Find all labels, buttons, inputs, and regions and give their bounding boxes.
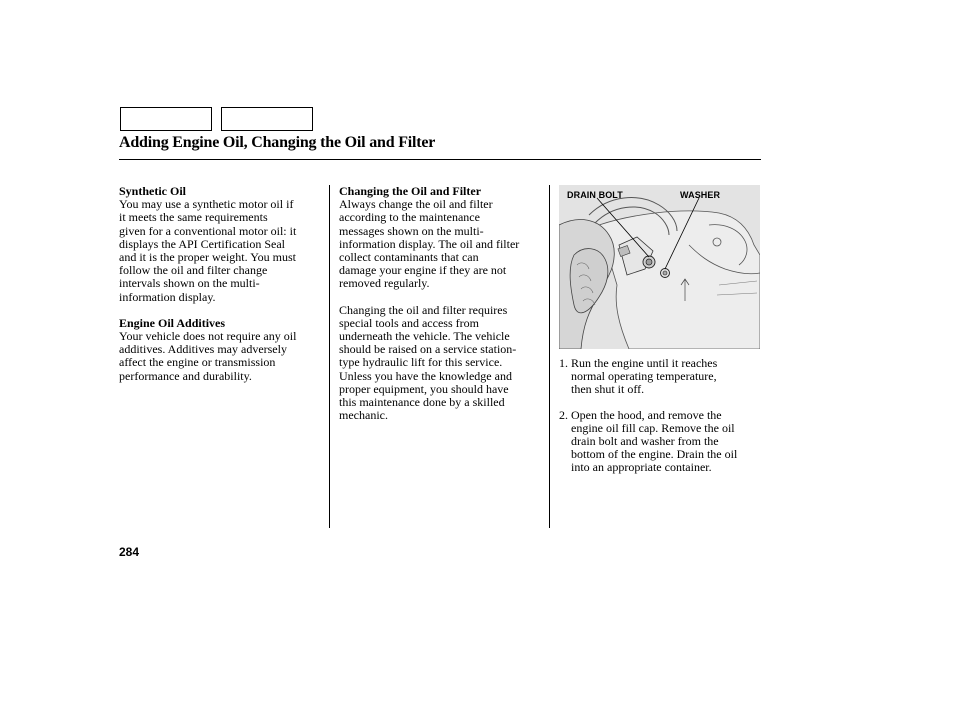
text-line: it meets the same requirements	[119, 210, 268, 225]
text-line: Your vehicle does not require any oil	[119, 329, 297, 344]
text-line: collect contaminants that can	[339, 250, 479, 265]
text-line: messages shown on the multi-	[339, 223, 484, 238]
text-line: Changing the oil and filter requires	[339, 302, 508, 317]
changing-oil-intro-text	[339, 198, 544, 290]
step-item	[559, 409, 764, 474]
step-item	[559, 357, 764, 396]
text-line: displays the API Certification Seal	[119, 236, 285, 251]
left-column	[119, 185, 324, 383]
text-line: affect the engine or transmission	[119, 355, 276, 370]
engine-oil-additives-text	[119, 330, 324, 383]
washer-label: WASHER	[680, 190, 721, 200]
text-line: into an appropriate container.	[571, 460, 712, 474]
header-tab-box-2	[221, 107, 313, 131]
column-divider-1	[329, 185, 330, 528]
drain-bolt-label: DRAIN BOLT	[567, 190, 623, 200]
text-line: additives. Additives may adversely	[119, 342, 287, 357]
column-divider-2	[549, 185, 550, 528]
text-line: proper equipment, you should have	[339, 381, 509, 396]
text-line: performance and durability.	[119, 368, 252, 383]
text-line: Run the engine until it reaches	[571, 356, 718, 370]
text-line: according to the maintenance	[339, 210, 480, 225]
text-line: underneath the vehicle. The vehicle	[339, 329, 510, 344]
text-line: You may use a synthetic motor oil if	[119, 197, 294, 212]
page-title: Adding Engine Oil, Changing the Oil and Filter	[119, 134, 436, 151]
text-line: then shut it off.	[571, 382, 645, 396]
text-line: follow the oil and filter change	[119, 263, 268, 278]
text-line: intervals shown on the multi-	[119, 276, 260, 291]
text-line: information display.	[119, 289, 216, 304]
text-line: mechanic.	[339, 408, 388, 423]
synthetic-oil-heading: Synthetic Oil	[119, 184, 187, 198]
header-tab-box-1	[120, 107, 212, 131]
middle-column	[339, 185, 544, 422]
text-line: removed regularly.	[339, 276, 430, 291]
text-line: bottom of the engine. Drain the oil	[571, 447, 738, 461]
step-number: 2.	[559, 408, 568, 422]
procedure-steps	[559, 357, 764, 474]
engine-oil-additives-heading: Engine Oil Additives	[119, 315, 226, 330]
text-line: damage your engine if they are not	[339, 263, 507, 278]
text-line: given for a conventional motor oil: it	[119, 223, 297, 238]
changing-oil-service-text	[339, 304, 544, 423]
text-line: should be raised on a service station-	[339, 342, 517, 357]
text-line: special tools and access from	[339, 315, 479, 330]
engine-underside-drawing	[559, 185, 760, 349]
text-line: Unless you have the knowledge and	[339, 368, 512, 383]
text-line: engine oil fill cap. Remove the oil	[571, 421, 735, 435]
synthetic-oil-text	[119, 198, 324, 304]
text-line: normal operating temperature,	[571, 369, 717, 383]
text-line: and it is the proper weight. You must	[119, 250, 296, 265]
step-number: 1.	[559, 356, 568, 370]
page-number: 284	[119, 545, 140, 559]
title-rule	[119, 159, 761, 160]
text-line: Always change the oil and filter	[339, 197, 493, 212]
text-line: drain bolt and washer from the	[571, 434, 719, 448]
text-line: this maintenance done by a skilled	[339, 395, 505, 410]
text-line: Open the hood, and remove the	[571, 408, 722, 422]
drain-bolt-illustration	[559, 185, 760, 349]
text-line: type hydraulic lift for this service.	[339, 355, 503, 370]
text-line: information display. The oil and filter	[339, 236, 520, 251]
changing-oil-filter-heading: Changing the Oil and Filter	[339, 184, 482, 198]
